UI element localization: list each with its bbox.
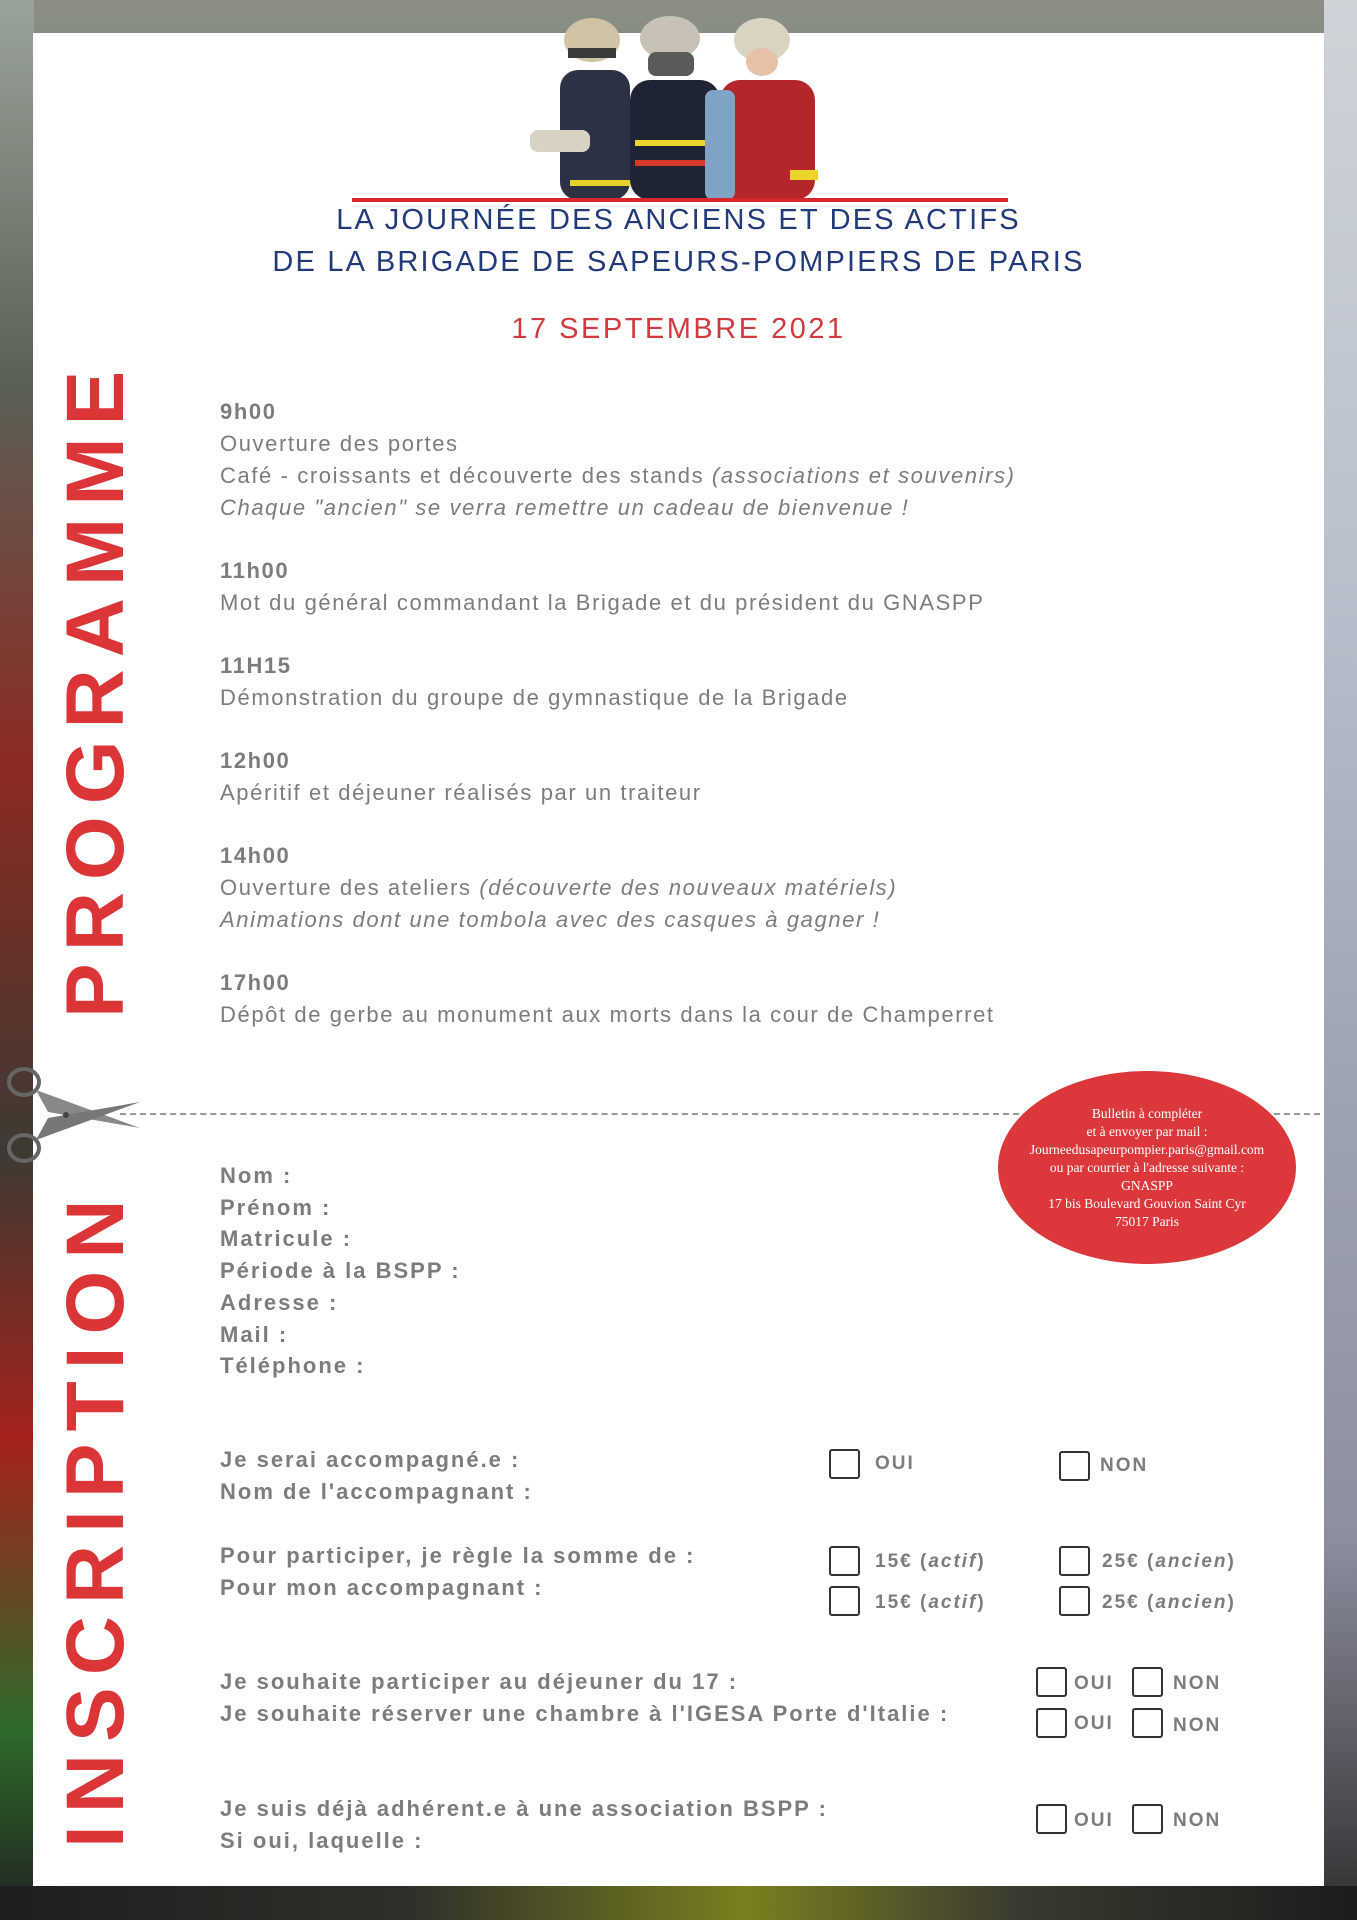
bubble-text: 75017 Paris bbox=[1114, 1213, 1180, 1229]
programme-time: 14h00 bbox=[220, 843, 291, 868]
option-ancien-price: 25€ (ancien) bbox=[1102, 1551, 1236, 1572]
bubble-text: GNASPP bbox=[1121, 1177, 1173, 1193]
bubble-text: ou par courrier à l'adresse suivante : bbox=[1049, 1159, 1245, 1175]
programme-text: Démonstration du groupe de gymnastique de la Brigade bbox=[220, 685, 849, 710]
field-mail[interactable]: Mail : bbox=[220, 1321, 289, 1347]
checkbox-dejeuner-non[interactable] bbox=[1132, 1667, 1163, 1697]
option-oui: OUI bbox=[1074, 1810, 1114, 1831]
option-oui: OUI bbox=[1074, 1673, 1114, 1694]
label-pour-accompagnant: Pour mon accompagnant : bbox=[220, 1575, 544, 1600]
section-label-inscription: INSCRIPTION bbox=[50, 1187, 141, 1848]
checkbox-accompagne-non[interactable] bbox=[1059, 1451, 1090, 1481]
event-date: 17 SEPTEMBRE 2021 bbox=[511, 313, 846, 345]
checkbox-adherent-oui[interactable] bbox=[1036, 1804, 1067, 1834]
bubble-text: et à envoyer par mail : bbox=[1086, 1123, 1208, 1139]
identity-fields bbox=[220, 1160, 461, 1382]
option-non: NON bbox=[1173, 1673, 1222, 1694]
programme-text: Ouverture des ateliers (découverte des nouveaux matériels) bbox=[220, 875, 898, 900]
option-non: NON bbox=[1173, 1715, 1222, 1736]
option-oui: OUI bbox=[1074, 1713, 1114, 1734]
label-dejeuner: Je souhaite participer au déjeuner du 17 : bbox=[220, 1669, 739, 1694]
programme-text: Chaque "ancien" se verra remettre un cadeau de bienvenue ! bbox=[220, 495, 910, 520]
background-photo-right bbox=[1324, 0, 1357, 1920]
option-non: NON bbox=[1100, 1455, 1149, 1476]
label-accompagne: Je serai accompagné.e : bbox=[220, 1447, 521, 1472]
firefighters-photo bbox=[500, 10, 856, 200]
programme-text: Animations dont une tombola avec des casques à gagner ! bbox=[220, 907, 881, 932]
title-line-2: DE LA BRIGADE DE SAPEURS-POMPIERS DE PARIS bbox=[272, 246, 1085, 278]
programme-text: Mot du général commandant la Brigade et du président du GNASPP bbox=[220, 590, 985, 615]
checkbox-adherent-non[interactable] bbox=[1132, 1804, 1163, 1834]
checkbox-dejeuner-oui[interactable] bbox=[1036, 1667, 1067, 1697]
field-adresse[interactable]: Adresse : bbox=[220, 1289, 339, 1315]
programme-time: 12h00 bbox=[220, 748, 291, 773]
checkbox-participant-ancien[interactable] bbox=[1059, 1546, 1090, 1576]
instructions-bubble bbox=[998, 1071, 1296, 1264]
label-adherent: Je suis déjà adhérent.e à une association BSPP : bbox=[220, 1796, 828, 1821]
checkbox-accompagnant-ancien[interactable] bbox=[1059, 1586, 1090, 1616]
option-ancien-price: 25€ (ancien) bbox=[1102, 1592, 1236, 1613]
checkbox-accompagnant-actif[interactable] bbox=[829, 1586, 860, 1616]
programme-item bbox=[220, 840, 1120, 936]
programme-item bbox=[220, 555, 1120, 619]
programme-time: 11H15 bbox=[220, 653, 292, 678]
scissors-icon bbox=[4, 1060, 144, 1175]
programme-item bbox=[220, 745, 1120, 809]
checkbox-participant-actif[interactable] bbox=[829, 1546, 860, 1576]
background-photo-left bbox=[0, 0, 34, 1920]
programme-item bbox=[220, 967, 1120, 1031]
bubble-text: 17 bis Boulevard Gouvion Saint Cyr bbox=[1048, 1195, 1246, 1211]
programme-time: 9h00 bbox=[220, 399, 277, 424]
programme-time: 11h00 bbox=[220, 558, 290, 583]
field-periode[interactable]: Période à la BSPP : bbox=[220, 1258, 461, 1284]
checkbox-accompagne-oui[interactable] bbox=[829, 1449, 860, 1479]
title-line-1: LA JOURNÉE DES ANCIENS ET DES ACTIFS bbox=[336, 204, 1021, 236]
programme-text: Dépôt de gerbe au monument aux morts dans la cour de Champerret bbox=[220, 1002, 995, 1027]
header-divider bbox=[352, 198, 1008, 202]
programme-text: Ouverture des portes bbox=[220, 431, 459, 456]
option-oui: OUI bbox=[875, 1453, 915, 1474]
bubble-text: Bulletin à compléter bbox=[1091, 1105, 1203, 1121]
bubble-email: Journeedusapeurpompier.paris@gmail.com bbox=[1029, 1141, 1265, 1157]
option-non: NON bbox=[1173, 1810, 1222, 1831]
checkbox-chambre-non[interactable] bbox=[1132, 1708, 1163, 1738]
field-nom[interactable]: Nom : bbox=[220, 1163, 293, 1188]
field-prenom[interactable]: Prénom : bbox=[220, 1194, 332, 1220]
section-label-programme: PROGRAMME bbox=[50, 358, 141, 1018]
programme-time: 17h00 bbox=[220, 970, 291, 995]
field-laquelle[interactable]: Si oui, laquelle : bbox=[220, 1828, 424, 1853]
programme-item bbox=[220, 650, 1120, 714]
option-actif-price: 15€ (actif) bbox=[875, 1551, 986, 1572]
programme-list bbox=[220, 396, 1120, 1062]
checkbox-chambre-oui[interactable] bbox=[1036, 1708, 1067, 1738]
background-photo-bottom bbox=[0, 1886, 1357, 1920]
label-regle: Pour participer, je règle la somme de : bbox=[220, 1543, 696, 1568]
programme-text: Café - croissants et découverte des stands (associations et souvenirs) bbox=[220, 463, 1016, 488]
field-telephone[interactable]: Téléphone : bbox=[220, 1353, 366, 1379]
programme-item bbox=[220, 396, 1120, 524]
programme-text: Apéritif et déjeuner réalisés par un traiteur bbox=[220, 780, 702, 805]
label-chambre: Je souhaite réserver une chambre à l'IGESA Porte d'Italie : bbox=[220, 1701, 950, 1726]
option-actif-price: 15€ (actif) bbox=[875, 1592, 986, 1613]
field-nom-accompagnant[interactable]: Nom de l'accompagnant : bbox=[220, 1479, 533, 1504]
field-matricule[interactable]: Matricule : bbox=[220, 1226, 353, 1252]
